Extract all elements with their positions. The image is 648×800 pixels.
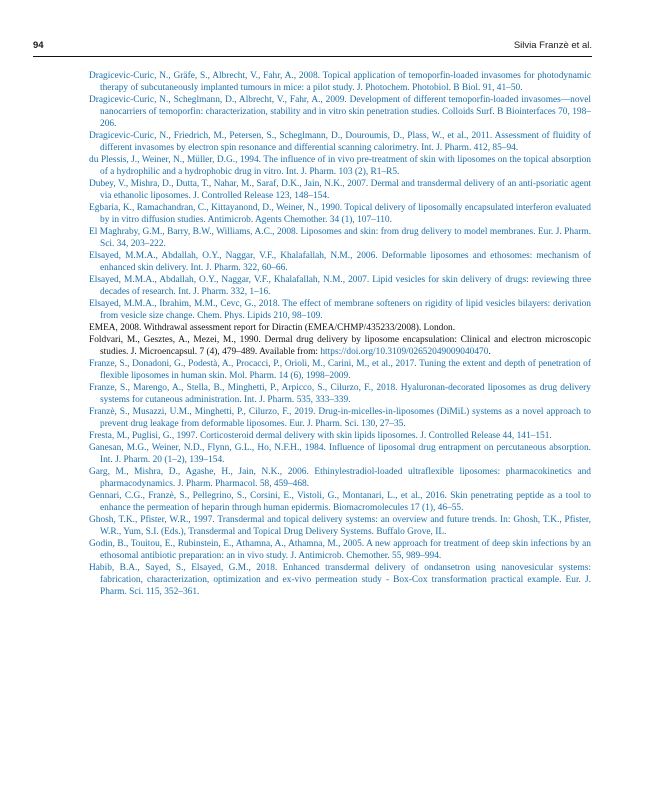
reference-item[interactable]: Franzè, S., Musazzi, U.M., Minghetti, P., Cilurzo, F., 2019. Drug-in-micelles-in-liposomes (DiMiL) systems as a novel approach to prevent drug leakage from deformable liposomes. Eur. J. Pharm. Sci. 130, 27–35. [89,407,591,429]
reference-item[interactable]: Dragicevic-Curic, N., Scheglmann, D., Albrecht, V., Fahr, A., 2009. Development of different temoporfin-loaded invasomes—novel nanocarriers of temoporfin: characterization, stability and in vitro skin penetration studies. Colloids Surf. B Biointerfaces 70, 198–206. [89,95,591,129]
reference-item[interactable]: Ganesan, M.G., Weiner, N.D., Flynn, G.L., Ho, N.F.H., 1984. Influence of liposomal drug entrapment on percutaneous absorption. Int. J. Pharm. 20 (1–2), 139–154. [89,443,591,465]
header-rule [33,56,592,57]
reference-item[interactable]: Dragicevic-Curic, N., Gräfe, S., Albrecht, V., Fahr, A., 2008. Topical application of temoporfin-loaded invasomes for photodynamic therapy of subcutaneously implanted tumours in mice: a pilot study. J. Photochem. Photobiol. B Biol. 91, 41–50. [89,71,591,93]
reference-item[interactable]: Egbaria, K., Ramachandran, C., Kittayanond, D., Weiner, N., 1990. Topical delivery of liposomally encapsulated interferon evaluated by in vitro diffusion studies. Antimicrob. Agents Chemother. 34 (1), 107–110. [89,203,591,225]
reference-item[interactable]: Elsayed, M.M.A., Abdallah, O.Y., Naggar, V.F., Khalafallah, N.M., 2007. Lipid vesicles for skin delivery of drugs: reviewing three decades of research. Int. J. Pharm. 332, 1–16. [89,275,591,297]
reference-item[interactable]: Habib, B.A., Sayed, S., Elsayed, G.M., 2018. Enhanced transdermal delivery of ondansetron using nanovesicular systems: fabrication, characterization, optimization and ex-vivo permeation study - Box-Cox transformation practical example. Eur. J. Pharm. Sci. 115, 352–361. [89,563,591,597]
reference-item[interactable]: Elsayed, M.M.A., Ibrahim, M.M., Cevc, G., 2018. The effect of membrane softeners on rigidity of lipid vesicles bilayers: derivation from vesicle size change. Chem. Phys. Lipids 210, 98–109. [89,299,591,321]
reference-item[interactable]: du Plessis, J., Weiner, N., Müller, D.G., 1994. The influence of in vivo pre-treatment of skin with liposomes on the topical absorption of a hydrophilic and a hydrophobic drug in vitro. Int. J. Pharm. 103 (2), R1–R5. [89,155,591,177]
reference-item[interactable]: Dragicevic-Curic, N., Friedrich, M., Petersen, S., Scheglmann, D., Douroumis, D., Plass, W., et al., 2011. Assessment of fluidity of different invasomes by electron spin resonance and differential scanning calorimetry. Int. J. Pharm. 412, 85–94. [89,131,591,153]
reference-item [89,334,591,358]
reference-tail: . [488,347,491,357]
reference-item[interactable]: Franze, S., Marengo, A., Stella, B., Minghetti, P., Arpicco, S., Cilurzo, F., 2018. Hyaluronan-decorated liposomes as drug delivery systems for cutaneous administration. Int. J. Pharm. 535, 333–339. [89,383,591,405]
reference-text: Foldvari, M., Gesztes, A., Mezei, M., 1990. Dermal drug delivery by liposome encapsulation: Clinical and electron microscopic studies. J. Microencapsul. 7 (4), 479–489. Available from: [89,335,591,357]
reference-item[interactable]: Gennari, C.G., Franzè, S., Pellegrino, S., Corsini, E., Vistoli, G., Montanari, L., et al., 2016. Skin penetrating peptide as a tool to enhance the permeation of heparin through human epidermis. Biomacromolecules 17 (1), 46–55. [89,491,591,513]
reference-item[interactable]: Godin, B., Touitou, E., Rubinstein, E., Athamna, A., Athamna, M., 2005. A new approach for treatment of deep skin infections by an ethosomal antibiotic preparation: an in vivo study. J. Antimicrob. Chemother. 55, 989–994. [89,539,591,561]
running-head: Silvia Franzè et al. [513,40,592,51]
page-number: 94 [33,40,44,51]
doi-link[interactable]: https://doi.org/10.3109/02652049009040470 [320,347,489,357]
reference-item[interactable]: Dubey, V., Mishra, D., Dutta, T., Nahar, M., Saraf, D.K., Jain, N.K., 2007. Dermal and transdermal delivery of an anti-psoriatic agent via ethanolic liposomes. J. Controlled Release 123, 148–154. [89,179,591,201]
reference-item: EMEA, 2008. Withdrawal assessment report for Diractin (EMEA/CHMP/435233/2008). London. [89,323,456,333]
reference-item[interactable]: El Maghraby, G.M., Barry, B.W., Williams, A.C., 2008. Liposomes and skin: from drug delivery to model membranes. Eur. J. Pharm. Sci. 34, 203–222. [89,227,591,249]
reference-item[interactable]: Garg, M., Mishra, D., Agashe, H., Jain, N.K., 2006. Ethinylestradiol-loaded ultraflexible liposomes: pharmacokinetics and pharmacodynamics. J. Pharm. Pharmacol. 58, 459–468. [89,467,591,489]
reference-item[interactable]: Ghosh, T.K., Pfister, W.R., 1997. Transdermal and topical delivery systems: an overview and future trends. In: Ghosh, T.K., Pfister, W.R., Yum, S.I. (Eds.), Transdermal and Topical Drug Delivery Systems. Buffalo Grove, IL. [89,515,591,537]
reference-item[interactable]: Franze, S., Donadoni, G., Podestà, A., Procacci, P., Orioli, M., Carini, M., et al., 2017. Tuning the extent and depth of penetration of flexible liposomes in human skin. Mol. Pharm. 14 (6), 1998–2009. [89,359,591,381]
reference-list [89,70,591,598]
reference-item[interactable]: Elsayed, M.M.A., Abdallah, O.Y., Naggar, V.F., Khalafallah, N.M., 2006. Deformable liposomes and ethosomes: mechanism of enhanced skin delivery. Int. J. Pharm. 322, 60–66. [89,251,591,273]
reference-item[interactable]: Fresta, M., Puglisi, G., 1997. Corticosteroid dermal delivery with skin lipids liposomes. J. Controlled Release 44, 141–151. [89,431,552,441]
